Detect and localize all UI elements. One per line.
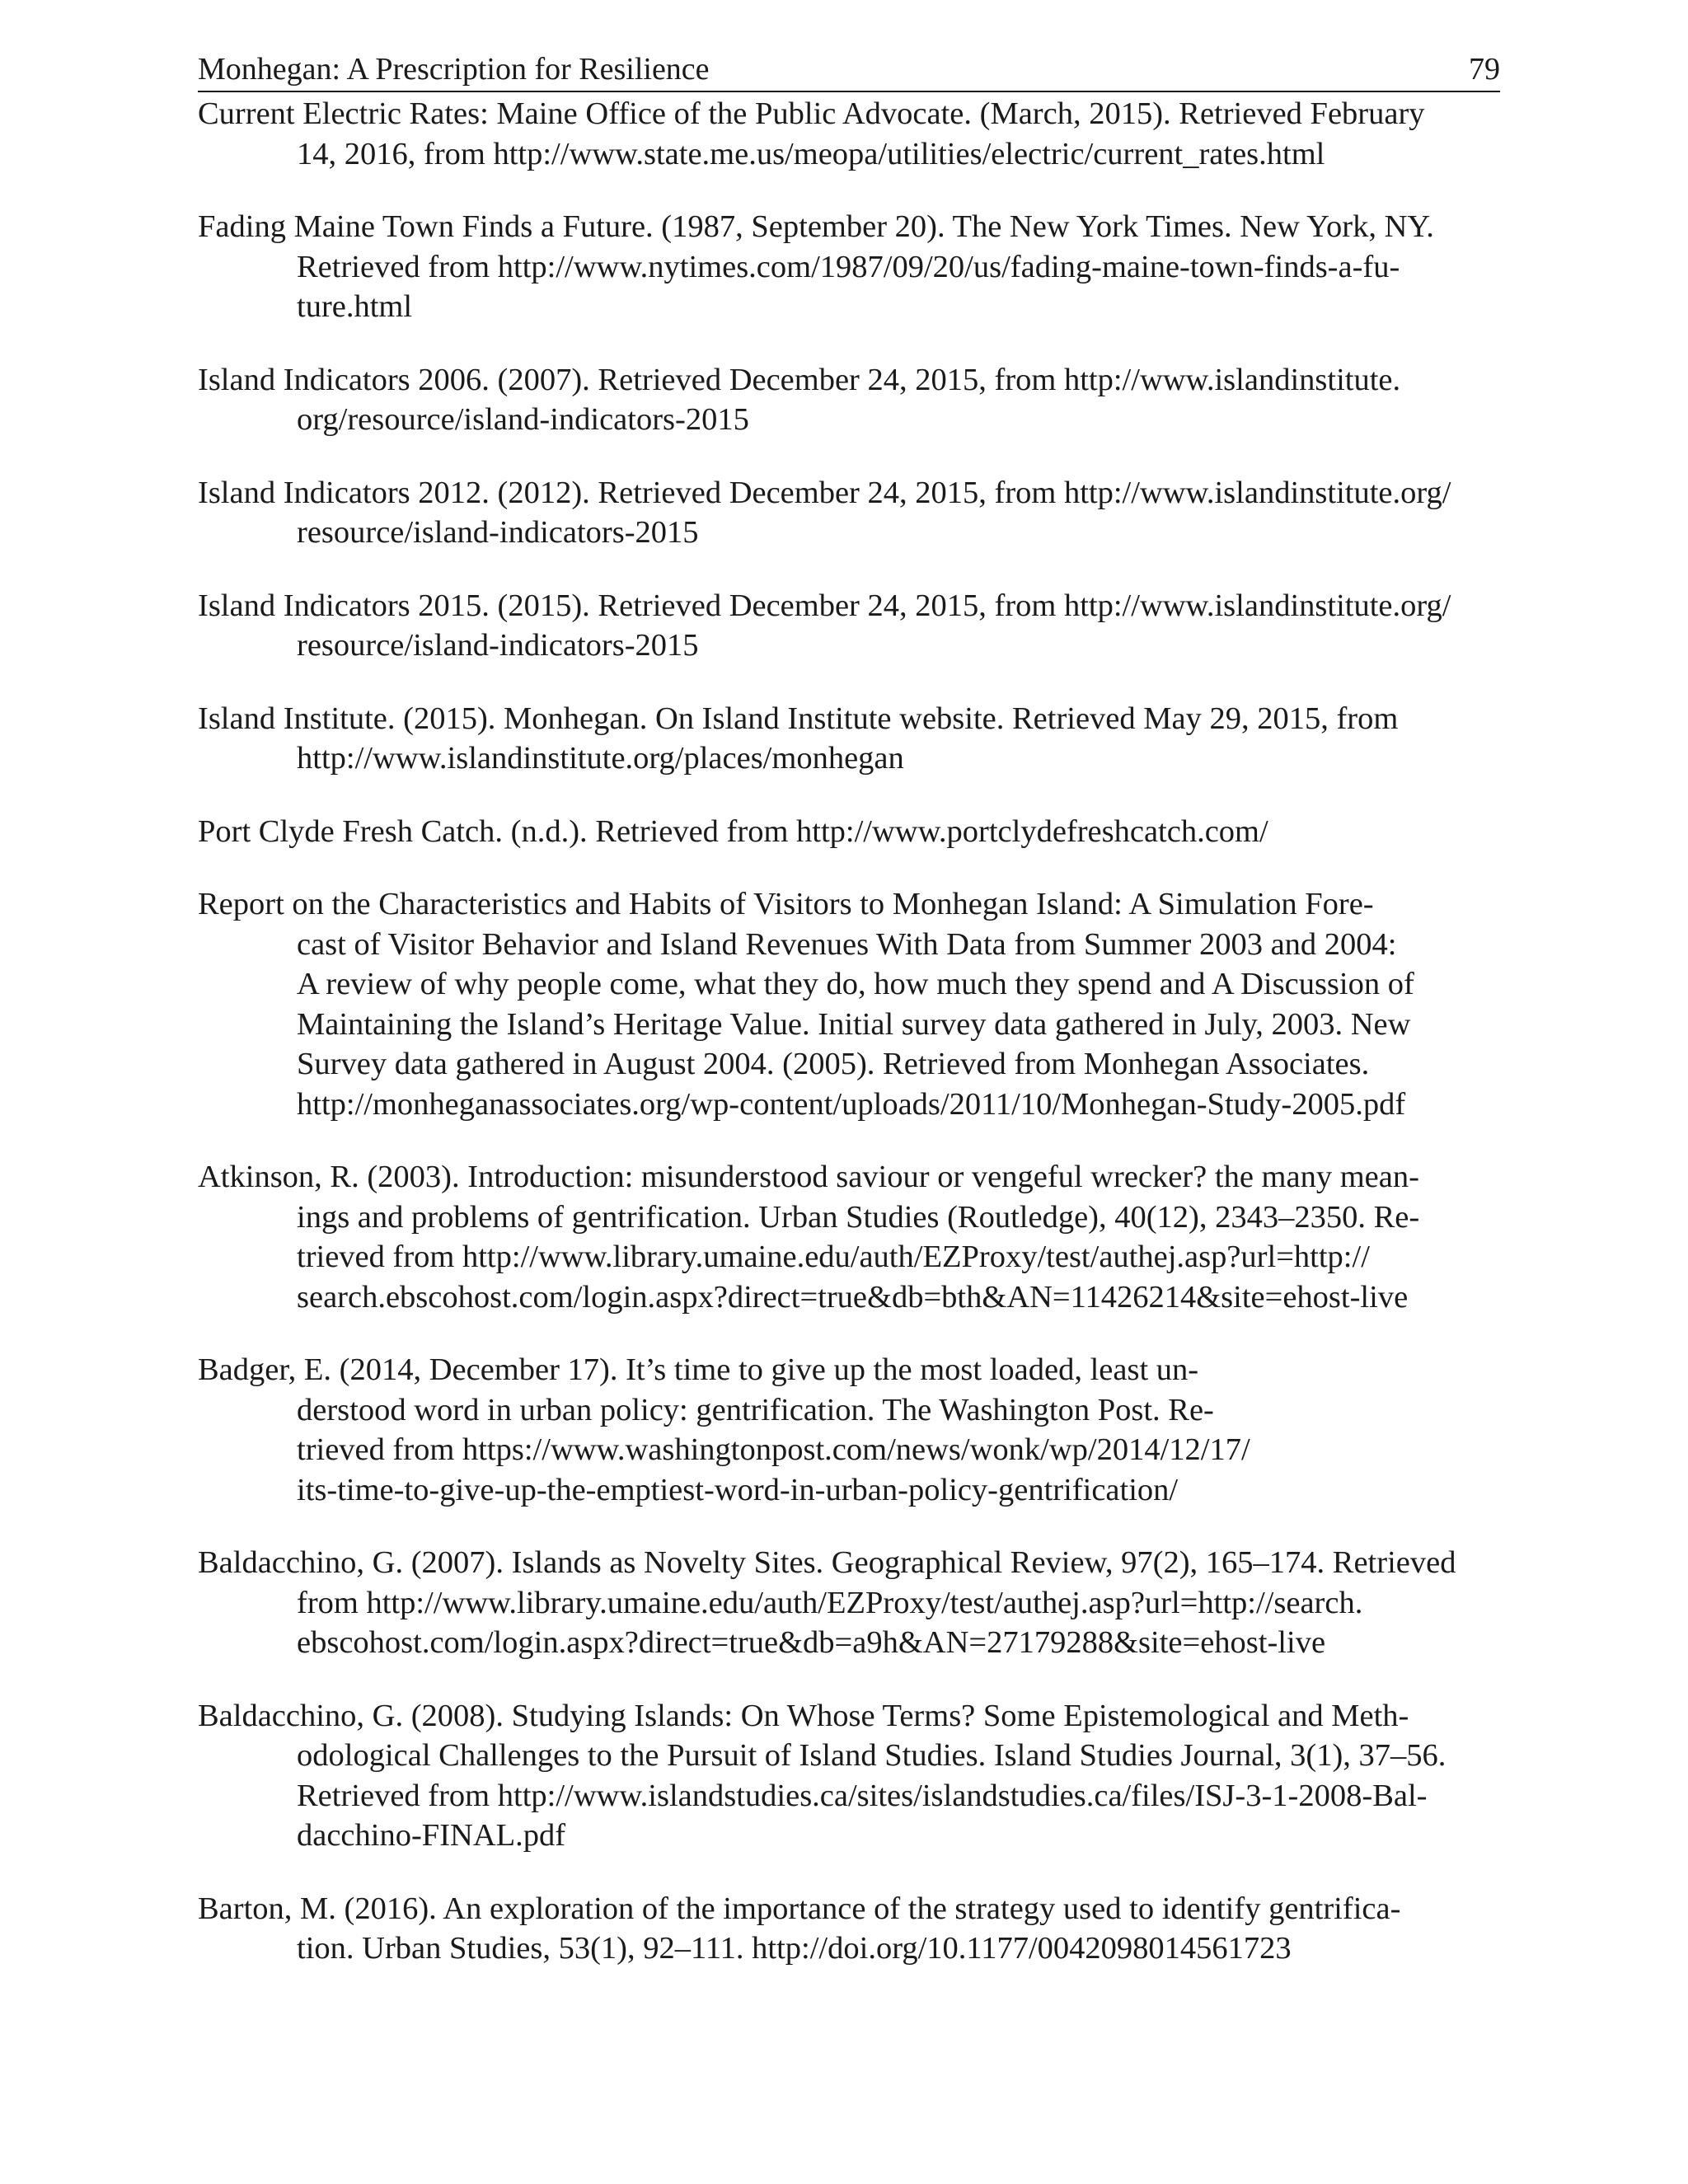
- reference-entry: [198, 812, 1500, 852]
- reference-line: its-time-to-give-up-the-emptiest-word-in-urban-policy-gentrification/: [297, 1472, 1179, 1507]
- reference-line: tion. Urban Studies, 53(1), 92–111. http://doi.org/10.1177/0042098014561723: [297, 1931, 1292, 1966]
- reference-entry: [198, 1157, 1500, 1317]
- reference-line: ture.html: [297, 289, 413, 324]
- reference-line: trieved from http://www.library.umaine.edu/auth/EZProxy/test/authej.asp?url=http://: [297, 1240, 1370, 1274]
- reference-entry: [198, 1350, 1500, 1510]
- reference-line: 14, 2016, from http://www.state.me.us/meopa/utilities/electric/current_rates.html: [297, 136, 1325, 171]
- reference-entry: [198, 586, 1500, 666]
- reference-line: org/resource/island-indicators-2015: [297, 402, 749, 437]
- reference-line: cast of Visitor Behavior and Island Revenues With Data from Summer 2003 and 2004:: [297, 926, 1397, 962]
- reference-line: odological Challenges to the Pursuit of Island Studies. Island Studies Journal, 3(1), 37–56.: [297, 1738, 1447, 1773]
- running-header-title: Monhegan: A Prescription for Resilience: [198, 52, 710, 87]
- reference-entry: [198, 1889, 1500, 1969]
- reference-list: [198, 94, 1500, 1969]
- reference-line: Atkinson, R. (2003). Introduction: misunderstood saviour or vengeful wrecker? the many mean-: [198, 1160, 1419, 1194]
- reference-line: A review of why people come, what they do, how much they spend and A Discussion of: [297, 967, 1414, 1001]
- reference-line: Retrieved from http://www.nytimes.com/1987/09/20/us/fading-maine-town-finds-a-fu-: [297, 249, 1400, 284]
- reference-entry: [198, 207, 1500, 327]
- page-number: 79: [1469, 52, 1500, 87]
- reference-line: Badger, E. (2014, December 17). It’s time to give up the most loaded, least un-: [198, 1352, 1199, 1387]
- reference-line: resource/island-indicators-2015: [297, 628, 699, 663]
- reference-entry: [198, 1696, 1500, 1856]
- reference-line: Barton, M. (2016). An exploration of the importance of the strategy used to identify gentrifica-: [198, 1891, 1401, 1926]
- reference-entry: [198, 94, 1500, 174]
- reference-line: search.ebscohost.com/login.aspx?direct=true&db=bth&AN=11426214&site=ehost-live: [297, 1279, 1409, 1315]
- reference-entry: [198, 699, 1500, 779]
- reference-line: Island Indicators 2015. (2015). Retrieved December 24, 2015, from http://www.islandinstitute.org/: [198, 588, 1451, 623]
- reference-entry: [198, 360, 1500, 440]
- reference-line: Baldacchino, G. (2008). Studying Islands: On Whose Terms? Some Epistemological and Meth-: [198, 1698, 1409, 1733]
- reference-line: from http://www.library.umaine.edu/auth/EZProxy/test/authej.asp?url=http://search.: [297, 1585, 1363, 1620]
- reference-entry: [198, 1543, 1500, 1663]
- reference-line: ebscohost.com/login.aspx?direct=true&db=a9h&AN=27179288&site=ehost-live: [297, 1625, 1326, 1660]
- document-page: [198, 49, 1500, 2002]
- reference-line: Island Indicators 2012. (2012). Retrieved December 24, 2015, from http://www.islandinstitute.org/: [198, 475, 1451, 510]
- reference-line: Island Indicators 2006. (2007). Retrieved December 24, 2015, from http://www.islandinstitute.: [198, 362, 1401, 397]
- reference-entry: [198, 473, 1500, 553]
- reference-line: Baldacchino, G. (2007). Islands as Novelty Sites. Geographical Review, 97(2), 165–174. Retrieved: [198, 1545, 1456, 1580]
- reference-line: Current Electric Rates: Maine Office of the Public Advocate. (March, 2015). Retrieved February: [198, 96, 1425, 131]
- reference-line: dacchino-FINAL.pdf: [297, 1818, 566, 1853]
- reference-entry: [198, 884, 1500, 1124]
- reference-line: Report on the Characteristics and Habits of Visitors to Monhegan Island: A Simulation Fore-: [198, 887, 1374, 921]
- running-header: [198, 49, 1500, 92]
- reference-line: derstood word in urban policy: gentrification. The Washington Post. Re-: [297, 1392, 1214, 1427]
- reference-line: Port Clyde Fresh Catch. (n.d.). Retrieved from http://www.portclydefreshcatch.com/: [198, 813, 1268, 849]
- reference-line: Fading Maine Town Finds a Future. (1987, September 20). The New York Times. New York, NY.: [198, 209, 1434, 244]
- reference-line: http://monheganassociates.org/wp-content/uploads/2011/10/Monhegan-Study-2005.pdf: [297, 1086, 1406, 1122]
- reference-line: resource/island-indicators-2015: [297, 515, 699, 550]
- reference-line: Retrieved from http://www.islandstudies.ca/sites/islandstudies.ca/files/ISJ-3-1-2008-Bal-: [297, 1778, 1428, 1813]
- reference-line: Survey data gathered in August 2004. (2005). Retrieved from Monhegan Associates.: [297, 1047, 1370, 1081]
- reference-line: ings and problems of gentrification. Urban Studies (Routledge), 40(12), 2343–2350. Re-: [297, 1199, 1420, 1235]
- reference-line: http://www.islandinstitute.org/places/monhegan: [297, 741, 904, 776]
- reference-line: Maintaining the Island’s Heritage Value. Initial survey data gathered in July, 2003. New: [297, 1006, 1411, 1042]
- reference-line: trieved from https://www.washingtonpost.com/news/wonk/wp/2014/12/17/: [297, 1432, 1250, 1467]
- reference-line: Island Institute. (2015). Monhegan. On Island Institute website. Retrieved May 29, 2015, from: [198, 701, 1399, 736]
